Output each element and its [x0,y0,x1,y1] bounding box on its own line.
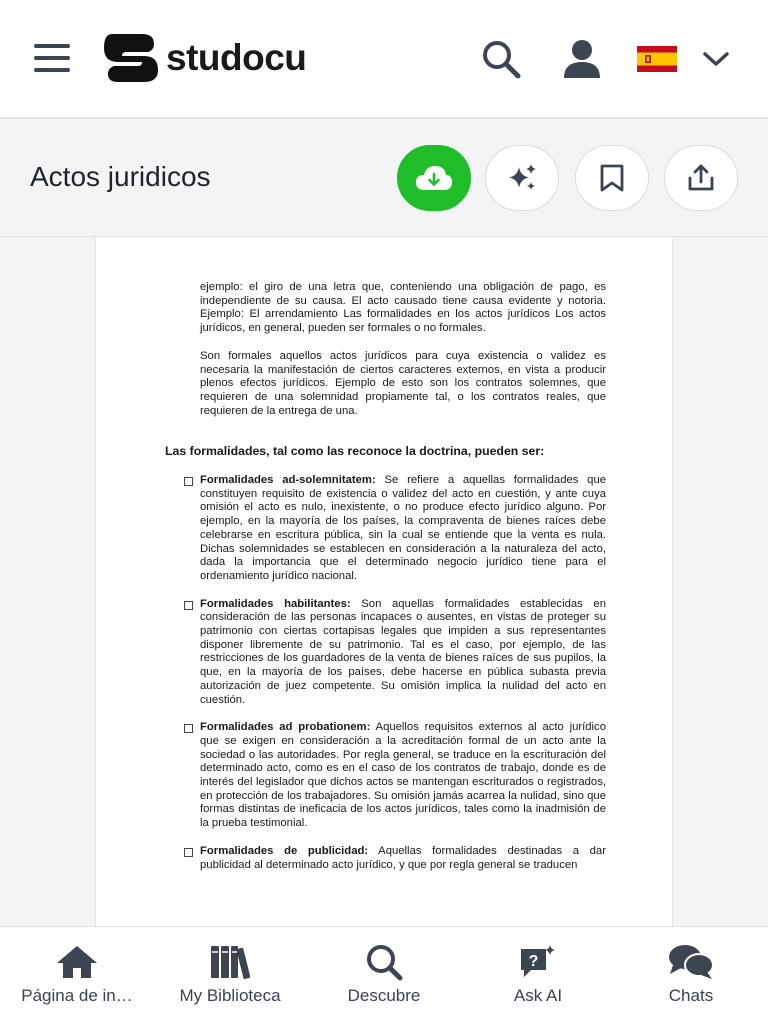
checkbox-bullet-icon [184,724,193,733]
user-icon[interactable] [562,38,602,80]
item-text: Son aquellas formalidades establecidas en consideración de las personas incapaces o ausentes, en vistas de proteger su patrimonio con ciertas cortapisas legales que impiden a sus representantes disponer libremente de su patrimonio. Tal es el caso, por ejemplo, de las restricciones de los guardadores de la venta de bienes raíces de sus pupilos, la que, en la mayoría de los países, debe hacerse en pública subasta previa autorización de juez competente. Su omisión implica la nulidad del acto en cuestión. [200,597,606,706]
nav-label: Ask AI [513,986,563,1005]
studocu-logo-mark [102,32,160,84]
item-term: Formalidades ad probationem: [200,721,371,734]
list-item [184,721,606,831]
nav-label: My Biblioteca [179,986,281,1005]
paragraph: Son formales aquellos actos jurídicos para cuya existencia o validez es necesaria la manifestación de ciertos caracteres externos, en vista a producir plenos efectos jurídicos. Ejemplo de esto son los contratos solemnes, que requieren de una solemnidad propiamente tal, o los contratos reales, que requieren de la entrega de una. [200,349,606,417]
nav-home[interactable] [0,927,154,1024]
list-item [184,845,606,872]
sparkle-icon [505,161,539,195]
search-icon[interactable] [480,38,522,80]
checkbox-bullet-icon [184,601,193,610]
nav-library[interactable] [153,927,307,1024]
nav-ask-ai[interactable] [461,927,615,1024]
cloud-download-icon [414,163,454,193]
document-body [200,281,606,432]
download-button[interactable] [397,145,471,211]
nav-label: Página de in… [21,986,133,1005]
nav-chats[interactable] [614,927,768,1024]
checkbox-bullet-icon [184,477,193,486]
spain-flag-icon[interactable] [637,46,677,72]
item-term: Formalidades de publicidad: [200,844,369,857]
ai-sparkle-button[interactable] [485,145,559,211]
bookmark-button[interactable] [575,145,649,211]
nav-label: Descubre [347,986,421,1005]
document-page [95,237,673,937]
brand-name: studocu [166,37,307,78]
document-title: Actos juridicos [30,161,211,192]
checkbox-bullet-icon [184,848,193,857]
document-header [0,121,768,237]
item-text: Se refiere a aquellas formalidades que constituyen requisito de existencia o validez del acto en cuestión, y ante cuya omisión el acto es nulo, inexistente, o no produce efecto jurídico alguno. Por ejemplo, en la mayoría de los países, la compraventa de bienes raíces debe celebrarse en escritura pública, sin la cual se entiende que la venta es nula. Dichas solemnidades se establecen en consideración a la naturaleza del acto, dada la importancia que el determinado negocio jurídico tiene para el ordenamiento jurídico nacional. [200,474,607,582]
svg-text:?: ? [528,953,539,970]
home-icon [55,944,99,980]
item-term: Formalidades habilitantes: [200,597,351,610]
list-item [184,598,606,708]
item-text: Aquellas formalidades destinadas a dar publicidad al determinado acto jurídico, y que por regla general se traducen [200,844,606,871]
share-button[interactable] [664,145,738,211]
item-text: Aquellos requisitos externos al acto jurídico que se exigen en consideración a la acreditación formal de un acto ante la sociedad o las autoridades. Por regla general, se traduce en la escrituración del determinado acto, como es en el caso de los contratos de trabajo, donde es de interés del legislador que dichos actos se mantengan escriturados o registrados, en protección de los trabajadores. Su omisión jamás acarrea la nulidad, sino que formas distintas de ineficacia de los actos jurídicos, tales como la inadmisión de la prueba testimonial. [200,721,606,830]
library-icon [210,944,250,980]
search-icon [364,943,404,981]
menu-icon[interactable] [34,44,70,72]
paragraph: ejemplo: el giro de una letra que, conteniendo una obligación de pago, es independiente de su causa. El acto causado tiene causa evidente y notoria. Ejemplo: El arrendamiento Las formalidades en los actos jurídicos Los actos jurídicos, en general, pueden ser formales o no formales. [200,281,606,335]
ask-ai-icon [518,943,558,981]
section-heading: Las formalidades, tal como las reconoce la doctrina, pueden ser: [165,444,545,458]
nav-label: Chats [668,986,714,1005]
item-term: Formalidades ad-solemnitatem: [200,474,376,486]
bookmark-icon [599,163,625,193]
formalities-list [184,474,606,886]
share-icon [686,163,716,193]
chevron-down-icon[interactable] [700,46,732,72]
chats-icon [667,943,715,981]
studocu-logo[interactable] [102,32,306,84]
top-bar [0,0,768,119]
list-item [184,474,606,584]
nav-discover[interactable] [307,927,461,1024]
bottom-navigation [0,926,768,1024]
